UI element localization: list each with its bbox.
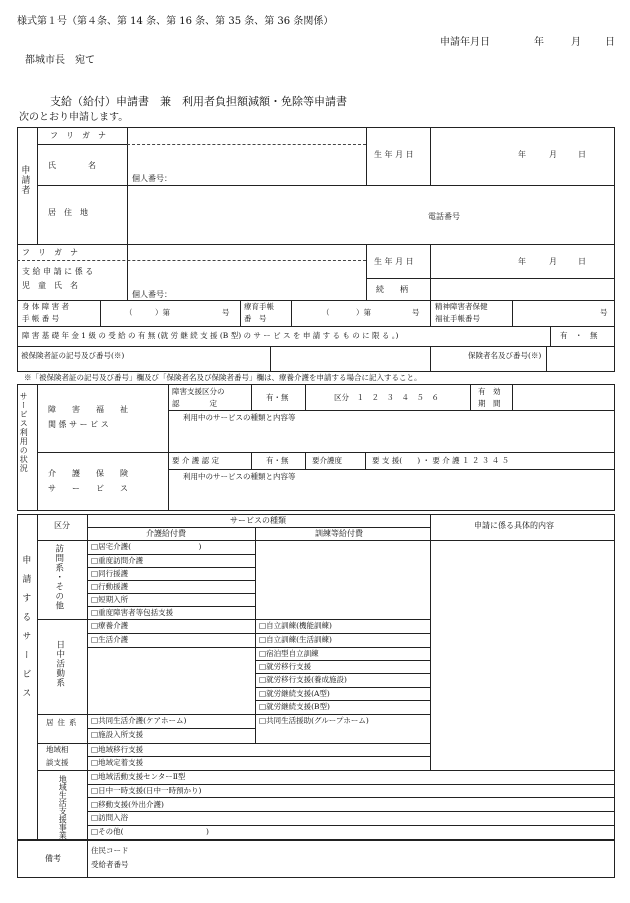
care-cert-label: 要 介 護 認 定 xyxy=(172,456,220,465)
training-benefit-header: 訓練等給付費 xyxy=(315,529,363,538)
resident-code-label: 住民コード xyxy=(91,846,129,855)
welfare-service-label-1: 障 害 福 祉 xyxy=(48,405,128,414)
visit-item[interactable]: □重度障害者等包括支援 xyxy=(91,608,174,617)
date-day: 日 xyxy=(605,37,615,48)
pension-yes-no: 有 ・ 無 xyxy=(560,331,598,340)
consult-item[interactable]: □地域定着支援 xyxy=(91,758,144,767)
community-item[interactable]: □地域活動支援センターⅡ型 xyxy=(91,772,186,781)
child-furigana-label: フ リ ガ ナ xyxy=(22,248,78,257)
applicant-my-number: 個人番号： xyxy=(132,174,172,183)
ryoiku-label-1: 療育手帳 xyxy=(244,302,274,311)
applicant-address-label: 居 住 地 xyxy=(48,208,88,217)
consult-group-label-1: 地域相 xyxy=(46,745,69,754)
pension-question: 障 害 基 礎 年 金 1 級 の 受 給 の 有 無 (就 労 継 続 支 援 (B 型) の サ ー ビ ス を 申 請 す る も の に 限 る 。) xyxy=(22,331,399,340)
valid-period-label-1: 有 効 xyxy=(478,387,501,396)
care-cert-yes-no: 有・無 xyxy=(266,456,289,465)
welfare-service-label-2: 関 係 サ ー ビ ス xyxy=(48,420,109,429)
home-group-label: 居住系 xyxy=(46,718,81,727)
day-training-item[interactable]: □就労移行支援(養成施設) xyxy=(259,675,347,684)
day-training-item[interactable]: □就労移行支援 xyxy=(259,662,312,671)
applicant-birth-year: 年 xyxy=(518,150,526,159)
mental-go: 号 xyxy=(600,308,608,317)
home-care-item[interactable]: □共同生活介護(ケアホーム) xyxy=(91,716,187,725)
day-care-item[interactable]: □療養介護 xyxy=(91,621,129,630)
services-section-label: 申請するサービス xyxy=(20,555,31,707)
ryoiku-paren-open: （ xyxy=(322,308,330,317)
child-birth-year: 年 xyxy=(518,257,526,266)
support-class-levels: 区分 １ ２ ３ ４ ５ ６ xyxy=(334,393,439,402)
community-group-label: 地域生活支援事業 xyxy=(58,775,68,839)
child-birth-label: 生 年 月 日 xyxy=(374,257,414,266)
community-item[interactable]: □訪問入浴 xyxy=(91,813,129,822)
home-care-item[interactable]: □施設入所支援 xyxy=(91,730,144,739)
visit-item[interactable]: □行動援護 xyxy=(91,582,129,591)
day-training-item[interactable]: □就労継続支援(B型) xyxy=(259,702,330,711)
care-levels: 要 支 援( ) ・ 要 介 護 １ ２ ３ ４ ５ xyxy=(372,456,510,465)
date-year: 年 xyxy=(534,37,544,48)
support-class-label-2: 認 定 xyxy=(172,399,217,408)
ryoiku-go: 号 xyxy=(412,308,420,317)
day-care-item[interactable]: □生活介護 xyxy=(91,635,129,644)
child-birth-day: 日 xyxy=(578,257,586,266)
services-kind-header: サービスの種類 xyxy=(230,516,286,525)
applicant-birth-label: 生 年 月 日 xyxy=(374,150,414,159)
child-birth-month: 月 xyxy=(549,257,557,266)
insured-card-label: 被保険者証の記号及び番号(※) xyxy=(21,351,125,360)
applicant-name-label: 氏 名 xyxy=(48,161,96,170)
welfare-in-use-label: 利用中のサービスの種類と内容等 xyxy=(183,413,296,422)
date-month: 月 xyxy=(571,37,581,48)
care-insurance-label-1: 介 護 保 険 xyxy=(48,469,128,478)
applicant-phone-label: 電話番号 xyxy=(428,212,460,221)
form-title: 支給（給付）申請書 兼 利用者負担額減額・免除等申請書 xyxy=(50,95,347,108)
community-item[interactable]: □日中一時支援(日中一時預かり) xyxy=(91,786,202,795)
visit-item[interactable]: □居宅介護( ) xyxy=(91,542,202,551)
day-training-item[interactable]: □自立訓練(生活訓練) xyxy=(259,635,332,644)
home-training-item[interactable]: □共同生活援助(グループホーム) xyxy=(259,716,369,725)
day-group-label: 日中活動系 xyxy=(54,640,65,688)
details-header: 申請に係る具体的内容 xyxy=(474,521,554,530)
visit-item[interactable]: □重度訪問介護 xyxy=(91,556,144,565)
visit-item[interactable]: □短期入所 xyxy=(91,595,129,604)
community-item[interactable]: □移動支援(外出介護) xyxy=(91,800,164,809)
child-name-label-1: 支 給 申 請 に 係 る xyxy=(22,267,94,276)
visit-group-label: 訪問系・その他 xyxy=(53,544,64,611)
applicant-section-label: 申請者 xyxy=(19,165,30,195)
child-my-number: 個人番号： xyxy=(132,290,172,299)
handbook-note: ※「被保険者証の記号及び番号」欄及び「保険者名及び保険者番号」欄は、療養介護を申請する場合に記入すること。 xyxy=(24,373,422,382)
consult-group-label-2: 談支援 xyxy=(46,758,69,767)
child-relation-label: 続 柄 xyxy=(376,285,408,294)
mental-handbook-label-2: 福祉手帳番号 xyxy=(435,314,480,323)
physical-go: 号 xyxy=(222,308,230,317)
care-in-use-label: 利用中のサービスの種類と内容等 xyxy=(183,472,296,481)
physical-handbook-label-2: 手 帳 番 号 xyxy=(22,314,60,323)
support-class-label-1: 障害支援区分の xyxy=(172,387,225,396)
consult-item[interactable]: □地域移行支援 xyxy=(91,745,144,754)
day-training-item[interactable]: □自立訓練(機能訓練) xyxy=(259,621,332,630)
physical-handbook-label-1: 身 体 障 害 者 xyxy=(22,302,70,311)
community-item[interactable]: □その他( ) xyxy=(91,827,209,836)
applicant-birth-month: 月 xyxy=(549,150,557,159)
day-training-item[interactable]: □就労継続支援(A型) xyxy=(259,689,330,698)
applicant-furigana-label: フ リ ガ ナ xyxy=(50,131,106,140)
valid-period-label-2: 期 間 xyxy=(478,399,501,408)
mental-handbook-label-1: 精神障害者保健 xyxy=(435,302,488,311)
child-name-label-2: 児 童 氏 名 xyxy=(22,281,78,290)
services-category-header: 区分 xyxy=(54,521,70,530)
physical-paren-open: （ xyxy=(125,308,133,317)
recipient-number-label: 受給者番号 xyxy=(91,860,129,869)
intro-text: 次のとおり申請します。 xyxy=(19,112,129,123)
usage-section-label: サービス利用の状況 xyxy=(19,392,29,473)
support-class-yes-no: 有・無 xyxy=(266,393,289,402)
physical-paren-close: ）第 xyxy=(155,308,170,317)
ryoiku-label-2: 番 号 xyxy=(244,314,267,323)
care-insurance-label-2: サ ー ビ ス xyxy=(48,484,128,493)
remarks-label: 備考 xyxy=(45,854,61,863)
visit-item[interactable]: □同行援護 xyxy=(91,569,129,578)
care-benefit-header: 介護給付費 xyxy=(146,529,186,538)
day-training-item[interactable]: □宿泊型自立訓練 xyxy=(259,649,319,658)
form-number: 様式第１号（第４条、第 14 条、第 16 条、第 35 条、第 36 条関係） xyxy=(17,16,334,27)
addressee: 都城市長 宛て xyxy=(25,55,95,66)
date-label: 申請年月日 xyxy=(440,37,490,48)
care-level-label: 要介護度 xyxy=(312,456,342,465)
ryoiku-paren-close: ）第 xyxy=(356,308,371,317)
insurer-label: 保険者名及び番号(※) xyxy=(468,351,542,360)
applicant-birth-day: 日 xyxy=(578,150,586,159)
